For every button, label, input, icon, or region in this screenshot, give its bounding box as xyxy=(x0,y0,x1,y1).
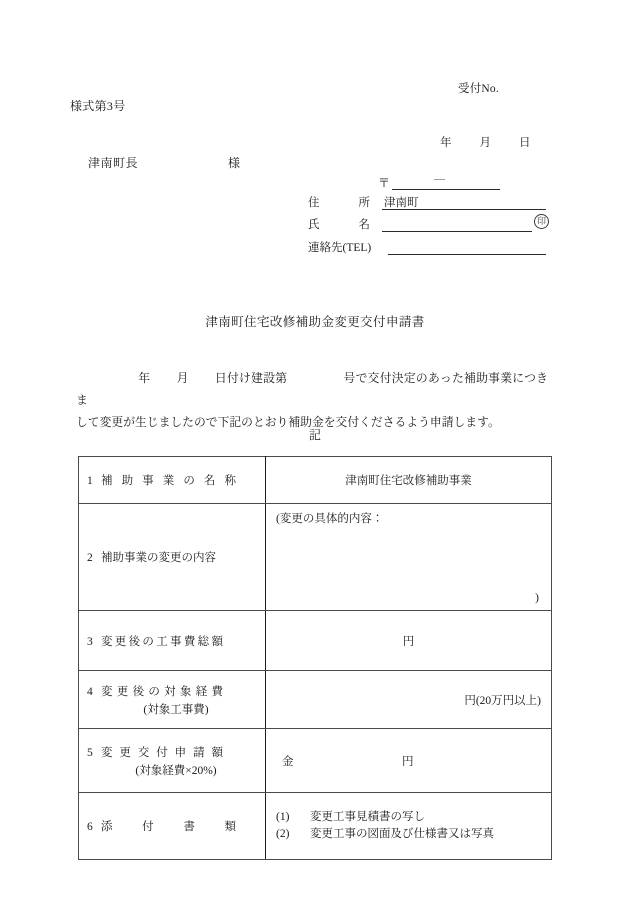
row-label-cell xyxy=(79,729,266,793)
attachment-text: 変更工事の図面及び仕様書又は写真 xyxy=(310,828,494,840)
table-row xyxy=(79,793,552,860)
body-number-suffix: 号で交付決定のあった補助事業につきま xyxy=(76,371,548,407)
amount-prefix: 金 xyxy=(282,755,294,768)
telephone-rule xyxy=(388,254,546,255)
change-detail-close-paren: ) xyxy=(535,592,539,604)
seal-stamp-icon: 印 xyxy=(534,214,549,229)
row-number: 2 xyxy=(87,552,93,564)
row-sub-label: (対象工事費) xyxy=(143,703,209,716)
row-number: 1 xyxy=(87,475,93,487)
amount-unit: 円 xyxy=(402,755,414,768)
total-cost-unit: 円 xyxy=(402,635,415,648)
row-label: 変更後の工事費総額 xyxy=(101,635,223,648)
row-label-cell xyxy=(79,611,266,671)
row-value-cell xyxy=(266,793,552,860)
table-row xyxy=(79,457,552,504)
table-row xyxy=(79,504,552,611)
table-row xyxy=(79,611,552,671)
date-day-label: 日 xyxy=(519,137,531,149)
name-row xyxy=(308,216,548,235)
table-row xyxy=(79,729,552,793)
addressee-honorific: 様 xyxy=(228,156,241,170)
row-label: 変更交付申請額 xyxy=(101,746,223,759)
addressee-name: 津南町長 xyxy=(88,156,139,170)
postal-code-rule xyxy=(392,189,500,190)
row-number: 3 xyxy=(87,635,93,648)
row-value-cell[interactable] xyxy=(266,671,552,729)
row-label: 補助事業の変更の内容 xyxy=(101,552,216,564)
row-value-cell[interactable] xyxy=(266,457,552,504)
name-rule xyxy=(382,231,532,232)
telephone-label: 連絡先(TEL) xyxy=(308,242,372,254)
postal-code-row xyxy=(378,174,548,193)
table-row xyxy=(79,671,552,729)
form-number-label: 様式第3号 xyxy=(70,99,126,113)
attachment-number: (2) xyxy=(276,828,290,840)
row-number: 6 xyxy=(87,821,93,833)
date-line xyxy=(440,134,531,150)
name-label: 氏名 xyxy=(308,219,370,231)
row-value-cell[interactable] xyxy=(266,729,552,793)
body-month-label: 月 xyxy=(176,371,189,385)
body-day-prefix: 日付け建設第 xyxy=(214,371,288,385)
attachment-number: (1) xyxy=(276,811,290,823)
body-line-2: して変更が生じましたので下記のとおり補助金を交付くださるよう申請します。 xyxy=(76,415,500,429)
document-title: 津南町住宅改修補助金変更交付申請書 xyxy=(205,315,425,329)
row-label: 補助事業の名称 xyxy=(101,475,236,487)
address-rule xyxy=(382,209,546,210)
list-item xyxy=(276,826,541,843)
row-sub-label: (対象経費×20%) xyxy=(135,764,217,777)
application-details-table xyxy=(78,456,552,860)
postal-code-dash: — xyxy=(434,173,445,185)
address-label: 住所 xyxy=(308,197,370,209)
row-number: 4 xyxy=(87,685,93,698)
body-paragraph xyxy=(76,367,548,433)
eligible-cost-unit: 円(20万円以上) xyxy=(464,694,541,707)
date-month-label: 月 xyxy=(479,137,491,149)
date-year-label: 年 xyxy=(440,137,452,149)
row-label-cell xyxy=(79,793,266,860)
row-number: 5 xyxy=(87,746,93,759)
row-label-cell xyxy=(79,504,266,611)
change-detail-open-text: (変更の具体的内容： xyxy=(276,513,384,525)
row-value-cell[interactable] xyxy=(266,504,552,611)
ki-heading: 記 xyxy=(308,428,321,442)
project-name-value: 津南町住宅改修補助事業 xyxy=(345,475,472,487)
row-value-cell[interactable] xyxy=(266,611,552,671)
list-item xyxy=(276,809,541,826)
body-year-label: 年 xyxy=(138,371,151,385)
row-label: 変更後の対象経費 xyxy=(101,685,223,698)
receipt-number-label: 受付No. xyxy=(458,83,499,95)
address-row xyxy=(308,194,548,213)
address-prefill-value: 津南町 xyxy=(384,197,419,209)
row-label: 添付書類 xyxy=(101,821,236,833)
attachment-text: 変更工事見積書の写し xyxy=(310,811,425,823)
telephone-row xyxy=(308,239,548,258)
row-label-cell xyxy=(79,671,266,729)
row-label-cell xyxy=(79,457,266,504)
postal-mark-icon: 〒 xyxy=(378,176,391,190)
